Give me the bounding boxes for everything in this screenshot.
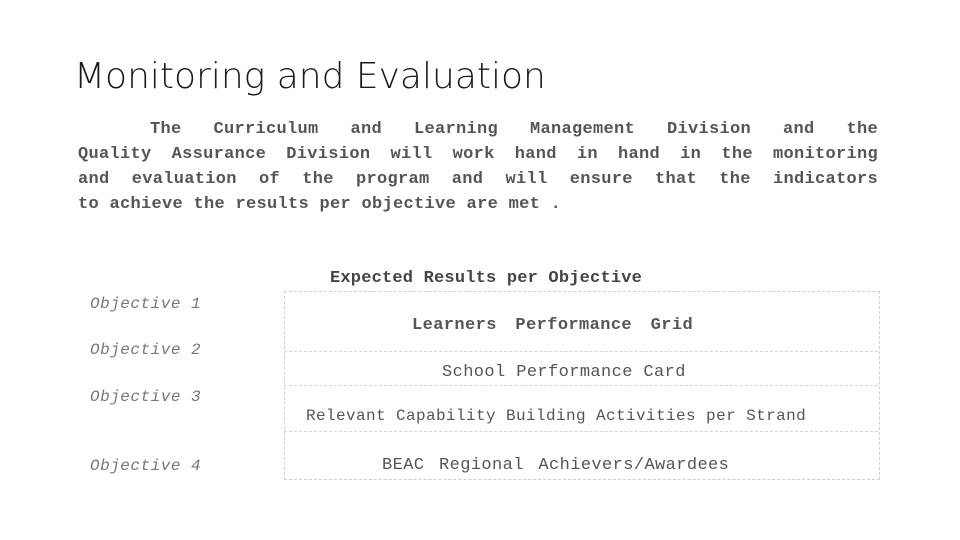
objective-label: Objective 3 — [90, 388, 202, 406]
paragraph-line: The Curriculum and Learning Management Division and the — [150, 120, 878, 139]
objective-label: Objective 2 — [90, 341, 202, 359]
slide-title: Monitoring and Evaluation — [74, 56, 546, 97]
result-cell: BEAC Regional Achievers/Awardees — [382, 456, 730, 475]
paragraph-line: to achieve the results per objective are met . — [78, 195, 562, 214]
objective-label: Objective 4 — [90, 457, 202, 475]
scanned-document-image — [78, 113, 884, 490]
objective-label: Objective 1 — [90, 295, 202, 313]
intro-paragraph — [78, 117, 878, 217]
paragraph-line: and evaluation of the program and will ensure that the indicators — [78, 170, 878, 189]
paragraph-line: Quality Assurance Division will work hand in hand in the monitoring — [78, 145, 878, 164]
table-row-divider — [284, 431, 878, 432]
result-cell: Learners Performance Grid — [412, 316, 694, 335]
table-row-divider — [284, 385, 878, 386]
table-row-divider — [284, 351, 878, 352]
result-cell: School Performance Card — [442, 363, 686, 382]
table-heading: Expected Results per Objective — [330, 269, 643, 288]
result-cell: Relevant Capability Building Activities per Strand — [306, 407, 807, 425]
